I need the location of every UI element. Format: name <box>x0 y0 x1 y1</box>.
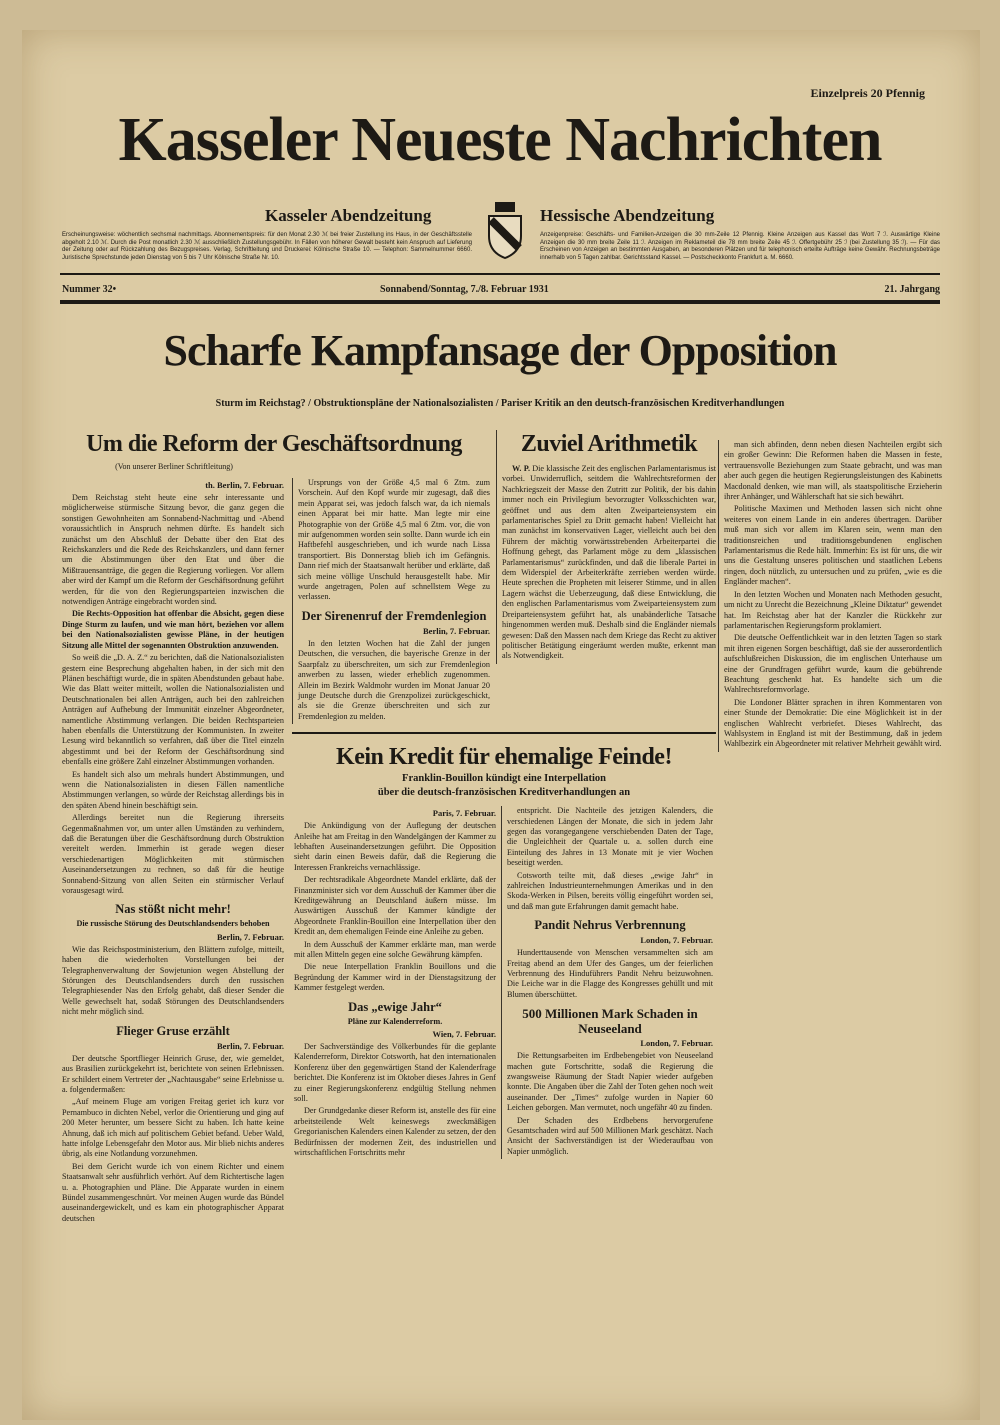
paragraph: Cotsworth teilte mit, daß dieses „ewige Jahr“ in zahlreichen Industrieunternehmungen Amerikas und in den Skoda-Werken in Pilsen, bereits völlig eingeführt worden sei, und daß man gute Erfahrungen damit gemacht habe. <box>507 870 713 911</box>
dateline: W. P. <box>512 464 530 473</box>
volume: 21. Jahrgang <box>884 284 940 295</box>
article-headline: 500 Millionen Mark Schaden in Neuseeland <box>522 1006 698 1037</box>
column-two-bottom <box>292 806 496 1160</box>
imprint-right: Anzeigenpreise: Geschäfts- und Familien-Anzeigen die 30 mm-Zeile 12 Pfennig. Kleine Anzeigen aus Kassel das Wort 7 ℐ. Auswärtige Kleine Anzeigen die 30 mm breite Zeile 11 ℐ. Anzeigen im Reklameteil die 78 mm breite Zeile 45 ℐ. Offertgebühr 25 ℐ (bei Zustellung 35 ℐ). — Für das Erscheinen von Anzeigen an bestimmten Ausgaben, an besonderen Plätzen und für telephonisch erteilte Aufträge keine Gewähr. Rechnungsbeträge innerhalb von 5 Tagen zahlbar. Gerichtsstand Kassel. — Postscheckkonto Frankfurt a. M. 6660. <box>540 232 940 261</box>
middle-top-row <box>292 430 716 724</box>
article-subhead: Die russische Störung des Deutschlandsenders behoben <box>76 919 270 929</box>
article-body <box>62 480 284 896</box>
paragraph: So weiß die „D. A. Z.“ zu berichten, daß die Nationalsozialisten gestern eine Besprechung abgehalten haben, in der sich mit den Plänen beschäftigt wurde, die in späten Abendstunden gebaut habe. Wie das Blatt weiter mitteilt, wollen die Nationalsozialisten und Deutschnationalen bei allen Anträgen, auch bei den zahlreichen Anträgen auf Aufhebung der Immunität einzelner Abgeordneter, namentliche Abstimmung verlangen. Die beiden Rechtsparteien haben ebenfalls die Unterstützung der Kommunisten. In zweiter Lesung wird bekanntlich so verfahren, daß über die Titel einzeln abgestimmt und bei der Reform der Geschäftsordnung sind ebenfalls eine größere Zahl einzelner Abstimmungen vorhanden. <box>62 653 284 767</box>
article-zuviel-arithmetik <box>496 430 716 664</box>
paragraph: Die Ankündigung von der Auflegung der deutschen Anleihe hat am Freitag in den Wandelgängen der Kammer zu lebhaften Auseinandersetzungen geführt. Die Opposition sieht darin einen Beweis dafür, daß die Regierung die Interessen Frankreichs vernachlässige. <box>294 821 496 872</box>
lead-headline: Scharfe Kampfansage der Opposition <box>163 326 837 375</box>
divider <box>292 732 716 734</box>
column-three-bottom <box>501 806 713 1159</box>
byline: (Von unserer Berliner Schriftleitung) <box>115 462 233 471</box>
paragraph: „Auf meinem Fluge am vorigen Freitag geriet ich kurz vor Pernambuco in dichten Nebel, verlor die Orientierung und ging auf 200 Meter herunter, um bessere Sicht zu haben. Ich hatte keine Ahnung, daß ich mich auf politischem Gebiet befand. Ueber Wald, hatte infolge Lebensgefahr den Motor aus. Mir blieb nichts anderes übrig, als eine Notlandung vorzunehmen. <box>62 1097 284 1159</box>
paragraph: In den letzten Wochen und Monaten nach Methoden gesucht, um nicht zu Unrecht die Bezeichnung „Kleine Diktatur“ gewendet hat. Im Reichstag aber hat der Kanzler die Rückkehr zur parlamentarischen Regierungsform proklamiert. <box>724 589 942 630</box>
article-headline: Nas stößt nicht mehr! <box>115 902 231 917</box>
paragraph: Die Londoner Blätter sprachen in ihren Kommentaren von einer Stunde der Demokratie: Die eine Möglichkeit ist in der englischen Wahlrecht verbriefet. Dieses Wahlrecht, das Wahlsystem in England ist mit der Bestimmung, daß in jedem Wahlbezirk ein Abgeordneter mit relativer Mehrheit gewählt wird. <box>724 697 942 749</box>
dateline: London, 7. Februar. <box>640 1038 713 1049</box>
dateline: Paris, 7. Februar. <box>432 808 496 819</box>
divider <box>60 273 940 275</box>
dateline: th. Berlin, 7. Februar. <box>205 480 284 490</box>
column-two-top <box>292 478 490 724</box>
paragraph: Hunderttausende von Menschen versammelten sich am Freitag abend an dem Ufer des Ganges, um der feierlichen Verbrennung des Hinduführers Pandit Nehru beizuwohnen. Die Leiche war in die Flagge des Kongresses gehüllt und mit Blumen überschüttet. <box>507 948 713 999</box>
paragraph: Allerdings bereitet nun die Regierung ihrerseits Gegenmaßnahmen vor, um unter allen Umständen zu verhindern, daß die Beratungen über die Geschäftsordnung durch Obstruktion vereitelt werden. Immerhin ist gerade wegen dieser verschiedenartigen Möglichkeiten mit stürmischen Auseinandersetzungen zu rechnen, so daß für die heutige Sonnabend-Sitzung von allen Seiten ein stürmischer Verlauf vorausgesagt wird. <box>62 813 284 896</box>
paragraph: Die neue Interpellation Franklin Bouillons und die Begründung der Kammer wird in der Dienstagsitzung der Kammer festgelegt werden. <box>294 962 496 993</box>
paragraph: Politische Maximen und Methoden lassen sich nicht ohne weiteres von einem Lande in ein anderes übertragen. Darüber muß man sich vor allem im Klaren sein, wenn man den traditionsreichen und traditionsgebundenen englischen Parlamentarismus die Rede hält. Immerhin: Es ist für uns, die wir uns die Gestaltung unseres politischen und staatlichen Lebens ringen, doch nützlich, zu untersuchen und zu prüfen, „wie es die Engländer machen“. <box>724 504 942 587</box>
paragraph: entspricht. Die Nachteile des jetzigen Kalenders, die verschiedenen Längen der Monate, die sich in jedem Jahr gegen das vorangegangene verschiebenden Daten der Tage, die Ungleichheit der Quartale u. a. sollen durch eine Einteilung des Jahres in 13 Monate mit je vier Wochen beseitigt werden. <box>507 806 713 868</box>
article-body <box>62 1024 284 1225</box>
article-headline: Zuviel Arithmetik <box>520 431 698 457</box>
dateline: London, 7. Februar. <box>640 935 713 946</box>
coat-of-arms-icon <box>485 200 525 260</box>
imprint-left: Erscheinungsweise: wöchentlich sechsmal nachmittags. Abonnementspreis: für den Monat 2.30 ℳ bei freier Zustellung ins Haus, in der Geschäftsstelle abgeholt 2.10 ℳ. Durch die Post monatlich 2.30 ℳ ausschließlich Zustellungsgebühr. In Fällen von höherer Gewalt besteht kein Anspruch auf Lieferung der Zeitung oder auf Rückzahlung des Bezugspreises. Verlag, Schriftleitung und Druckerei: Kölnische Straße 10. — Telephon: Sammelnummer 6660. Juristische Sprechstunde jeden Dienstag von 5 bis 7 Uhr Kölnische Straße Nr. 10. <box>62 232 472 261</box>
paragraph: Ursprungs von der Größe 4,5 mal 6 Ztm. zum Vorschein. Auf den Kopf wurde mir zugesagt, daß dies mein Apparat sei, was jedoch falsch war, da ich niemals einen Apparat bei mir hatte. Man legte mir eine Photographie von der Größe 4,5 mal 6 Ztm. vor, die von mir aufgenommen worden sein sollte. Dann wurde ich ein Haftbefehl ausgeschrieben, und ich wurde nach Lissa transportiert. Bis Donnerstag blieb ich im Gefängnis. Dann rief mich der Staatsanwalt herüber und erklärte, daß sich meine völlige Unschuld herausgestellt habe. Mir wurde angetragen, Polen auf schnellstem Wege zu verlassen. <box>298 478 490 602</box>
issue-number: Nummer 32• <box>62 284 117 295</box>
article-headline: Der Sirenenruf der Fremdenlegion <box>301 608 487 623</box>
dateline: Wien, 7. Februar. <box>432 1029 496 1040</box>
paragraph: Der Sachverständige des Völkerbundes für die geplante Kalenderreform, Direktor Cotsworth, hat den internationalen Konferenz über den gegenwärtigen Stand der Kalenderfrage berichtet. Die Konferenz ist im Oktober dieses Jahres in Genf zu einer Regierungskonferenz endgültig Stellung nehmen soll. <box>294 1042 496 1104</box>
article-subhead: über die deutsch-französischen Kreditverhandlungen an <box>377 787 631 799</box>
article-subhead: Franklin-Bouillon kündigt eine Interpellation <box>402 773 606 785</box>
article-headline: Um die Reform der Geschäftsordnung <box>86 431 462 457</box>
dateline: Berlin, 7. Februar. <box>217 931 284 942</box>
paragraph: Dem Reichstag steht heute eine sehr interessante und möglicherweise stürmische Sitzung bevor, die ganz gegen die sonstigen Gewohnheiten am Sonnabend-Nachmittag und -Abend voraussichtlich in Anspruch nehmen dürfte. Es handelt sich zunächst um den Abschluß der Debatte über den Etat des Reichskanzlers und die Rede des Reichskanzlers, und dann ferner um die Abstimmungen über den Etat und über die Mißtrauensanträge, die gegen die Regierung vorliegen. Vor allem aber wird der Kampf um die Reform der Geschäftsordnung geführt werden, für die von den Regierungsparteien inzwischen die notwendigen Anträge eingebracht worden sind. <box>62 493 284 607</box>
lead-subhead: Sturm im Reichstag? / Obstruktionspläne der Nationalsozialisten / Pariser Kritik an den deutsch-französischen Kreditverhandlungen <box>215 398 785 409</box>
middle-bottom-row <box>292 806 716 1160</box>
paragraph: Die Rettungsarbeiten im Erdbebengebiet von Neuseeland machen gute Fortschritte, sodaß die Regierung die zwangsweise Räumung der Stadt Napier wieder aufgeben konnte. Die Angaben über die Zahl der Toten gehen noch weit auseinander. Der „Times“ zufolge wurden in Napier 60 Leichen geborgen. Man vermutet, noch ungefähr 40 zu finden. <box>507 1051 713 1113</box>
paragraph: In den letzten Wochen hat die Zahl der jungen Deutschen, die versuchen, die bayerische Grenze in der Saarpfalz zu überschreiten, um sich zur Fremdenlegion anwerben zu lassen, wieder erheblich zugenommen. Allein im Bezirk Waldmohr wurden im Monat Januar 20 junge Deutsche durch die Grenzpolizei zurückgeschickt, als sie die Grenze überschreiten und sich zur Fremdenlegion zu melden. <box>298 638 490 721</box>
paragraph: Die deutsche Oeffentlichkeit war in den letzten Tagen so stark mit ihren eigenen Sorgen beschäftigt, daß sie der ausserordentlich aufschlußreichen Diskussion, die im englischen Unterhause um eine der Grundfragen geführt wurde, kaum die gebührende Beachtung geschenkt hat. Es handelte sich um die Wahlrechtsreformvorlage. <box>724 633 942 695</box>
article-subhead: Pläne zur Kalenderreform. <box>347 1016 443 1026</box>
paragraph: Bei dem Gericht wurde ich von einem Richter und einem Staatsanwalt sehr ausführlich verhört. Auf dem Richtertische lagen u. a. Photographien und Pläne. Die Apparate wurden in einem Bündel zusammengeschnürt. Vor meinen Augen wurde das Bündel auseinandergewickelt, und es kam ein photographischer Apparat deutschen <box>62 1161 284 1223</box>
left-column <box>62 478 284 1226</box>
middle-block <box>292 430 716 1161</box>
subtitle-left: Kasseler Abendzeitung <box>265 206 432 225</box>
issue-date: Sonnabend/Sonntag, 7./8. Februar 1931 <box>380 284 549 295</box>
article-headline: Flieger Gruse erzählt <box>116 1023 230 1038</box>
paragraph: Wie das Reichspostministerium, den Blättern zufolge, mitteilt, haben die wiederholten Vorstellungen bei der Telegraphenverwaltung der Sowjetunion wegen Abstellung der Störungen des Deutschlandsenders durch den russischen Telegraphiesender Nas den Erfolg gehabt, daß dieser Sender die Welle gewechselt hat, sodaß Störungen des Deutschlandsenders nicht mehr möglich sind. <box>62 944 284 1017</box>
article-headline: Das „ewige Jahr“ <box>348 999 442 1014</box>
article-body <box>502 464 716 662</box>
dateline: Berlin, 7. Februar. <box>423 625 490 636</box>
masthead-title: Kasseler Neueste Nachrichten <box>118 106 882 174</box>
dateline: Berlin, 7. Februar. <box>217 1040 284 1051</box>
right-column <box>718 440 942 752</box>
paragraph: Der Schaden des Erdbebens hervorgerufene Gesamtschaden wird auf 500 Millionen Mark geschätzt. Nach Ansicht der Sachverständigen ist der Wiederaufbau von Napier unmöglich. <box>507 1115 713 1156</box>
paragraph: Die klassische Zeit des englischen Parlamentarismus ist vorbei. Unwiderruflich, seitdem die Wahlrechtsreformen der Nachkriegszeit der Masse den Zutritt zur Politik, der bis dahin immer noch ein Privilegium bevorzugter Volksschichten war, geöffnet und aus dem alten Zweiparteiensystem ein parlamentarisches Spiel zu Dritt gemacht haben! Vielleicht hat man zunächst im konservativen Lager, vielleicht auch bei den Führern der mächtig vorwärtsstrebenden Arbeiterpartei die Hoffnung gehegt, das Parlament möge zu dem „klassischen Parlamentarismus“ zurückfinden, und daß die liberale Partei in dem Widerspiel der Arbeiterkräfte zerrieben werden würde. Heute sprechen die Propheten mit leiserer Stimme, und in allen Lagern wächst die Ueberzeugung, daß diese Entwicklung, die den englischen Parlamentarismus vom Zweiparteiensystem zum Dreiparteiensystem geführt hat, als unabänderliche Tatsache hingenommen werden muß. Deshalb sind die Engländer niemals gewesen: Daß den Massen nach dem Kriege das Recht zu aktiver politischer Betätigung eingeräumt werden mußte, erkennt man als Notwendigkeit. <box>502 464 717 661</box>
article-body <box>62 902 284 1017</box>
subtitle-right: Hessische Abendzeitung <box>540 206 715 225</box>
price: Einzelpreis 20 Pfennig <box>810 86 925 100</box>
paragraph: In dem Ausschuß der Kammer erklärte man, man werde mit allen Mitteln gegen eine solche Gewährung kämpfen. <box>294 939 496 959</box>
article-headline: Kein Kredit für ehemalige Feinde! <box>336 744 672 771</box>
paragraph: Die Rechts-Opposition hat offenbar die Absicht, gegen diese Dinge Sturm zu laufen, und wie man hört, beziehen vor allem bei den Nationalsozialisten gewisse Pläne, in der heutigen Sitzung alle Mittel der sogenannten Obstruktion anzuwenden. <box>62 609 284 650</box>
paragraph: Der Grundgedanke dieser Reform ist, anstelle des für eine arbeitsteilende Welt keineswegs zweckmäßigen Gregorianischen Kalenders einen Kalender zu setzen, der den Bedürfnissen der modernen Zeit, des industriellen und wirtschaftlichen Fortschritts mehr <box>294 1106 496 1158</box>
paragraph: Der deutsche Sportflieger Heinrich Gruse, der, wie gemeldet, aus Brasilien zurückgekehrt ist, berichtete von seinen Erlebnissen. Er schildert einem Vertreter der „Nachtausgabe“ seine Erlebnisse u. a. folgendermaßen: <box>62 1053 284 1094</box>
article-headline: Pandit Nehrus Verbrennung <box>534 918 686 933</box>
paragraph: Der rechtsradikale Abgeordnete Mandel erklärte, daß der Finanzminister sich vor dem Ausschuß der Kammer über die Kreditgewährung an Deutschland äußern müsse. Im Auswärtigen Ausschuß der Kammer kündigte der Abgeordnete Franklin-Bouillon eine Interpellation über den Kredit an, dem ehemaligen Feinde eine Anleihe zu geben. <box>294 875 496 937</box>
paragraph: Es handelt sich also um mehrals hundert Abstimmungen, und wenn die Nationalsozialisten in diesen Fällen namentliche Abstimmungen verlangen, so würde der Reichstag allerdings bis in den späten Abend hinein beschäftigt sein. <box>62 769 284 810</box>
paragraph: man sich abfinden, denn neben diesen Nachteilen ergibt sich ein großer Gewinn: Die Reformen haben die Massen in feste, vertrauensvolle Beziehungen zum Staate gebracht, und was man aber auch gegen die heutigen Regierungsleistungen des Kabinetts Macdonald denken, wie man will, als staatspolitische Erzieherin ihrer Anhänger, und Wählerschaft hat sie sich bewährt. <box>724 440 942 502</box>
divider <box>60 300 940 304</box>
